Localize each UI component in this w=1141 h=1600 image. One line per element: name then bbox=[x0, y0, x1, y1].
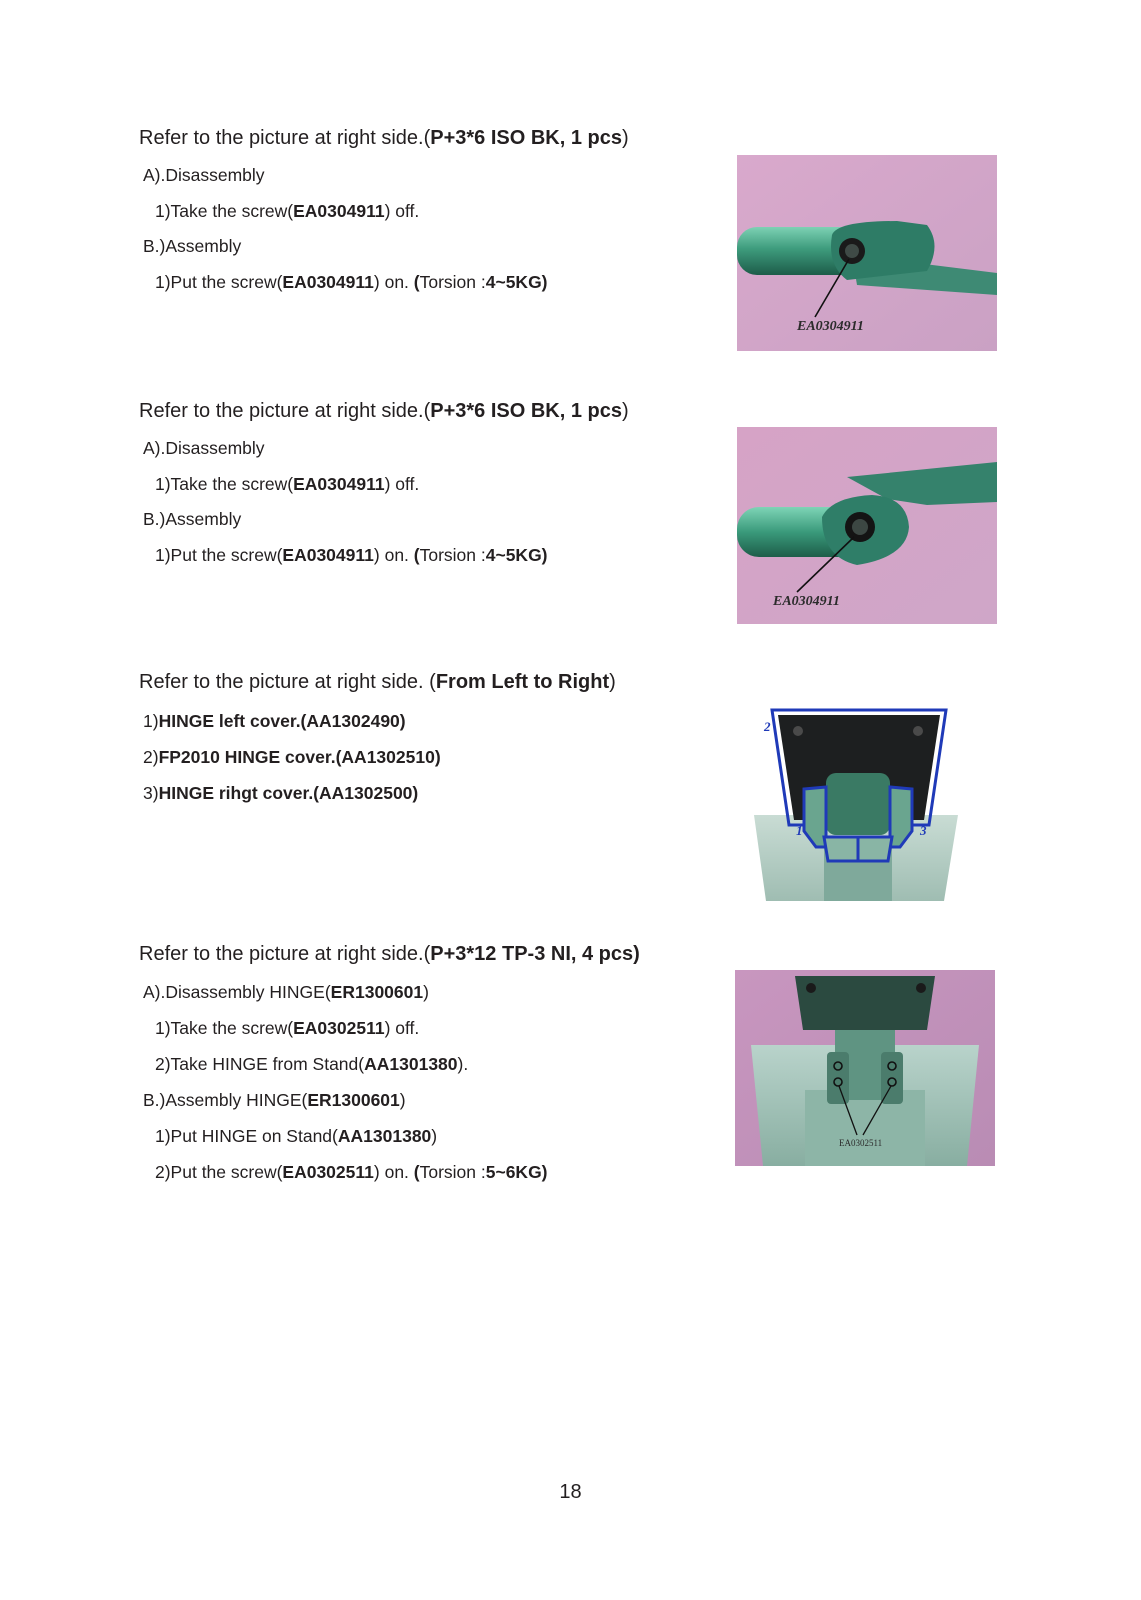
step-text: 2)Take HINGE from Stand(AA1301380). bbox=[155, 1054, 469, 1074]
callout-number: 2 bbox=[764, 719, 771, 734]
step-label: B.)Assembly bbox=[143, 236, 242, 256]
part-list-item: 2)FP2010 HINGE cover.(AA1302510) bbox=[143, 747, 441, 767]
step-label: B.)Assembly HINGE(ER1300601) bbox=[143, 1090, 406, 1110]
hinge-cover-photo bbox=[754, 705, 958, 901]
callout-number: 1 bbox=[796, 823, 803, 838]
page-number: 18 bbox=[559, 1481, 582, 1503]
screw-callout-label: EA0302511 bbox=[839, 1138, 883, 1148]
step-text: 1)Put the screw(EA0304911) on. (Torsion :4~5KG) bbox=[155, 545, 548, 565]
screw-callout-label: EA0304911 bbox=[797, 319, 864, 334]
step-label: A).Disassembly bbox=[143, 165, 265, 185]
callout-number: 3 bbox=[920, 823, 927, 838]
step-text: 1)Take the screw(EA0302511) off. bbox=[155, 1018, 420, 1038]
section-heading: Refer to the picture at right side. (From Left to Right) bbox=[139, 671, 616, 693]
step-label: A).Disassembly HINGE(ER1300601) bbox=[143, 982, 429, 1002]
hinge-stand-photo bbox=[735, 970, 995, 1166]
step-label: B.)Assembly bbox=[143, 509, 242, 529]
part-list-item: 1)HINGE left cover.(AA1302490) bbox=[143, 711, 406, 731]
screw-photo bbox=[737, 427, 997, 624]
step-text: 1)Put HINGE on Stand(AA1301380) bbox=[155, 1126, 438, 1146]
step-text: 1)Take the screw(EA0304911) off. bbox=[155, 201, 420, 221]
screw-photo bbox=[737, 155, 997, 351]
step-text: 2)Put the screw(EA0302511) on. (Torsion :5~6KG) bbox=[155, 1162, 548, 1182]
section-heading: Refer to the picture at right side.(P+3*12 TP-3 NI, 4 pcs) bbox=[139, 943, 640, 965]
step-text: 1)Put the screw(EA0304911) on. (Torsion :4~5KG) bbox=[155, 272, 548, 292]
step-label: A).Disassembly bbox=[143, 438, 265, 458]
section-heading: Refer to the picture at right side.(P+3*6 ISO BK, 1 pcs) bbox=[139, 400, 629, 422]
part-list-item: 3)HINGE rihgt cover.(AA1302500) bbox=[143, 783, 419, 803]
screw-callout-label: EA0304911 bbox=[773, 594, 840, 609]
step-text: 1)Take the screw(EA0304911) off. bbox=[155, 474, 420, 494]
section-heading: Refer to the picture at right side.(P+3*6 ISO BK, 1 pcs) bbox=[139, 127, 629, 149]
